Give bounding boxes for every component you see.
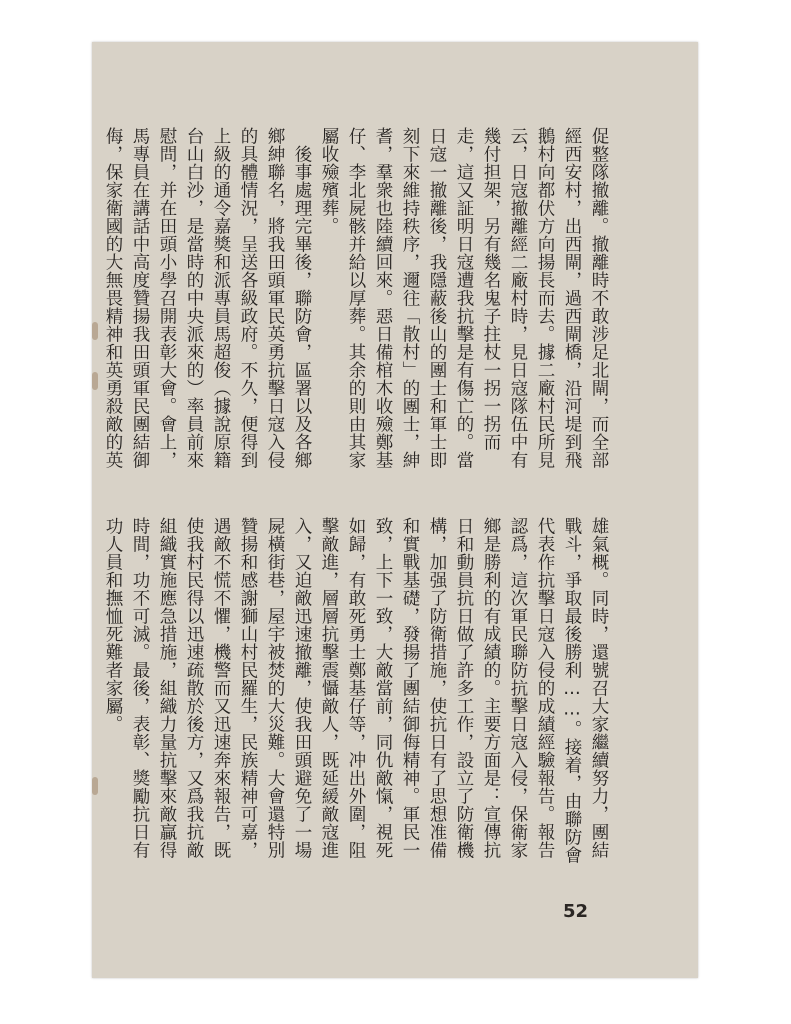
text-column: 刻下來維持秩序，邇往「散村」的團士，紳: [400, 127, 420, 469]
text-column: 云，日寇撤離經二廠村時，見日寇隊伍中有: [508, 127, 528, 469]
text-column: 台山白沙，是當時的中央派來的）率員前來: [184, 127, 204, 469]
text-column: 功人員和撫恤死難者家屬。: [103, 517, 123, 733]
text-column: 戰斗，爭取最後勝利……。接着，由聯防會: [562, 517, 582, 864]
text-column: 入，又迫敵迅速撤離，使我田頭避免了一場: [292, 517, 312, 859]
text-column: 使我村民得以迅速疏散於後方，又爲我抗敵: [184, 517, 204, 859]
page-number: 52: [562, 901, 588, 922]
text-column: 代表作抗擊日寇入侵的成績經驗報告。報告: [535, 517, 555, 859]
text-column: 鄉紳聯名，將我田頭軍民英勇抗擊日寇入侵: [265, 127, 285, 469]
text-column: 致，上下一致，大敵當前，同仇敵愾，視死: [373, 517, 393, 859]
bottom-text-block: [99, 517, 612, 912]
punch-hole: [92, 372, 98, 390]
text-column: 鄉是勝利的有成績的。主要方面是：宣傳抗: [481, 517, 501, 859]
text-column: 促整隊撤離。撤離時不敢涉足北閘，而全部: [589, 127, 609, 469]
text-column: 遇敵不慌不懼，機警而又迅速奔來報告，既: [211, 517, 231, 859]
text-column: 屍橫街巷，屋宇被焚的大災難。大會還特別: [265, 517, 285, 859]
text-column: 的具體情況，呈送各級政府。不久，便得到: [238, 127, 258, 469]
text-column: 認爲，這次軍民聯防抗擊日寇入侵，保衛家: [508, 517, 528, 859]
text-column: 構，加强了防衛措施，使抗日有了思想准備: [427, 517, 447, 859]
text-column: 鵝村向都伏方向揚長而去。據二廠村民所見: [535, 127, 555, 469]
text-column: 慰問，并在田頭小學召開表彰大會。會上，: [157, 127, 177, 469]
text-column: 仔、李北屍骸并給以厚葬。其余的則由其家: [346, 127, 366, 469]
text-column: 走，這又証明日寇遭我抗擊是有傷亡的。當: [454, 127, 474, 469]
punch-hole: [92, 322, 98, 340]
text-column: 日和動員抗日做了許多工作，設立了防衛機: [454, 517, 474, 859]
text-column: 日寇一撤離後，我隱蔽後山的團士和軍士即: [427, 127, 447, 469]
text-column: 馬專員在講話中高度贊揚我田頭軍民團結御: [130, 127, 150, 469]
text-column: 雄氣概。同時，還號召大家繼續努力，團結: [589, 517, 609, 859]
text-column: 擊敵進，層層抗擊震懾敵人，既延緩敵寇進: [319, 517, 339, 859]
text-column: 侮，保家衛國的大無畏精神和英勇殺敵的英: [103, 127, 123, 469]
text-column: 經西安村，出西閘，過西閘橋，沿河堤到飛: [562, 127, 582, 469]
text-column: 屬收殮殯葬。: [319, 127, 339, 235]
text-column: 贊揚和感謝獅山村民羅生，民族精神可嘉，: [238, 517, 258, 859]
text-column: 組織實施應急措施，組織力量抗擊來敵贏得: [157, 517, 177, 859]
text-column: 上級的通令嘉獎和派專員馬超俊（據說原籍: [211, 127, 231, 469]
text-column: 耆，羣衆也陸續回來。惡日備棺木收殮鄭基: [373, 127, 393, 469]
text-column: 如歸，有敢死勇士鄭基仔等，冲出外圍，阻: [346, 517, 366, 859]
text-column: 後事處理完畢後，聯防會，區署以及各鄉: [292, 127, 312, 469]
text-column: 幾付担架，另有幾名鬼子拄杖一拐一拐而: [481, 127, 501, 451]
top-text-block: [99, 127, 612, 522]
punch-hole: [92, 777, 98, 795]
text-column: 和實戰基礎，發揚了團結御侮精神。軍民一: [400, 517, 420, 859]
text-column: 時間，功不可滅。最後，表彰、獎勵抗日有: [130, 517, 150, 859]
book-page: [92, 42, 698, 978]
